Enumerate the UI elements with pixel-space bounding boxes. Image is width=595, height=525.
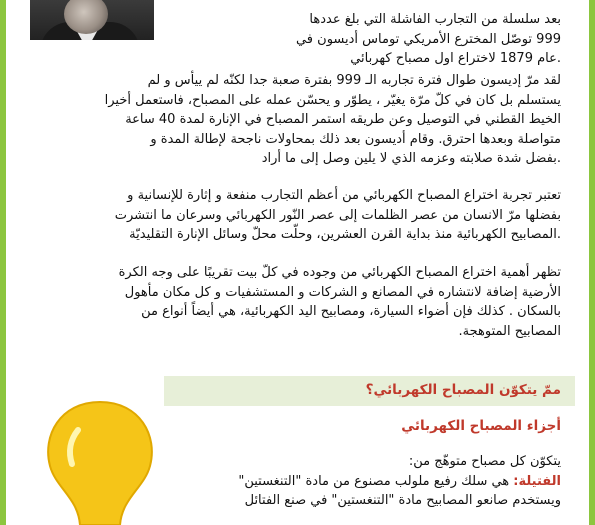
text-line: .بفضل شدة صلابته وعزمه الذي لا يلين وصل إلى ما أراد bbox=[261, 151, 561, 167]
text-line: بفضلها مرّ الانسان من عصر الظلمات إلى عصر النّور الكهربائي وسرعان ما انتشرت bbox=[114, 207, 561, 223]
filament-line bbox=[191, 472, 561, 492]
subsection-title: أجزاء المصباح الكهربائي bbox=[401, 418, 561, 434]
filament-text: هي سلك رفيع ملولب مصنوع من مادة "التنغستين" bbox=[238, 473, 514, 489]
text-line: لقد مرّ إديسون طوال فترة تجاربه الـ 999 بفترة صعبة جدا لكنّه لم ييأس و لم bbox=[147, 73, 561, 88]
section-title: ممّ يتكوّن المصباح الكهربائي؟ bbox=[365, 382, 561, 398]
edison-portrait bbox=[30, 0, 154, 40]
intro-paragraph bbox=[229, 10, 561, 69]
text-line: .المصابيح الكهربائية منذ بداية القرن العشرين، وحلّت محلّ وسائل الإنارة التقليديّة bbox=[129, 227, 561, 243]
intro-line: يتكوّن كل مصباح متوهّج من: bbox=[408, 454, 561, 469]
light-bulb-illustration bbox=[20, 390, 180, 525]
text-line: الأرضية إضافة لانتشاره في المصانع و الشركات و المستشفيات و كل مكان مأهول bbox=[124, 284, 561, 300]
text-line: تعتبر تجربة اختراع المصباح الكهربائي من أعظم التجارب منفعة و إثارة للإنسانية و bbox=[127, 188, 561, 203]
perseverance-paragraph bbox=[35, 71, 561, 169]
filament-label: الفتيلة: bbox=[513, 473, 561, 489]
significance-paragraph bbox=[35, 186, 561, 245]
text-line: تظهر أهمية اختراع المصباح الكهربائي من وجوده في كلّ بيت تقريبًا على وجه الكرة bbox=[118, 265, 561, 280]
text-line: بعد سلسلة من التجارب الفاشلة التي بلغ عددها bbox=[309, 12, 561, 27]
text-line: 999 توصّل المخترع الأمريكي توماس أديسون في bbox=[295, 31, 561, 47]
text-line: يستسلم بل كان في كلّ مرّة يغيّر ، يطوّر و يحسّن عمله على المصباح، فاستعمل أخيرا bbox=[104, 92, 561, 108]
text-line: متواصلة وبعدها احترق. وقام أديسون بعد ذلك بمحاولات ناجحة لإطالة المدة و bbox=[150, 131, 561, 147]
text-line: ويستخدم صانعو المصابيح مادة "التنغستين" في صنع الفتائل bbox=[244, 493, 561, 509]
text-line: بالسكان . كذلك فإن أضواء السيارة، ومصابيح اليد الكهربائية، هي أيضاً أنواع من bbox=[141, 304, 561, 320]
parts-paragraph bbox=[191, 452, 561, 511]
text-line: الخيط القطني في التوصيل وعن طريقه استمر المصباح في الإنارة لمدة 40 ساعة bbox=[125, 112, 561, 128]
text-line: .عام 1879 لاختراع اول مصباح كهربائي bbox=[350, 51, 561, 67]
text-line: المصابيح المتوهجة. bbox=[458, 323, 561, 339]
importance-paragraph bbox=[35, 263, 561, 341]
